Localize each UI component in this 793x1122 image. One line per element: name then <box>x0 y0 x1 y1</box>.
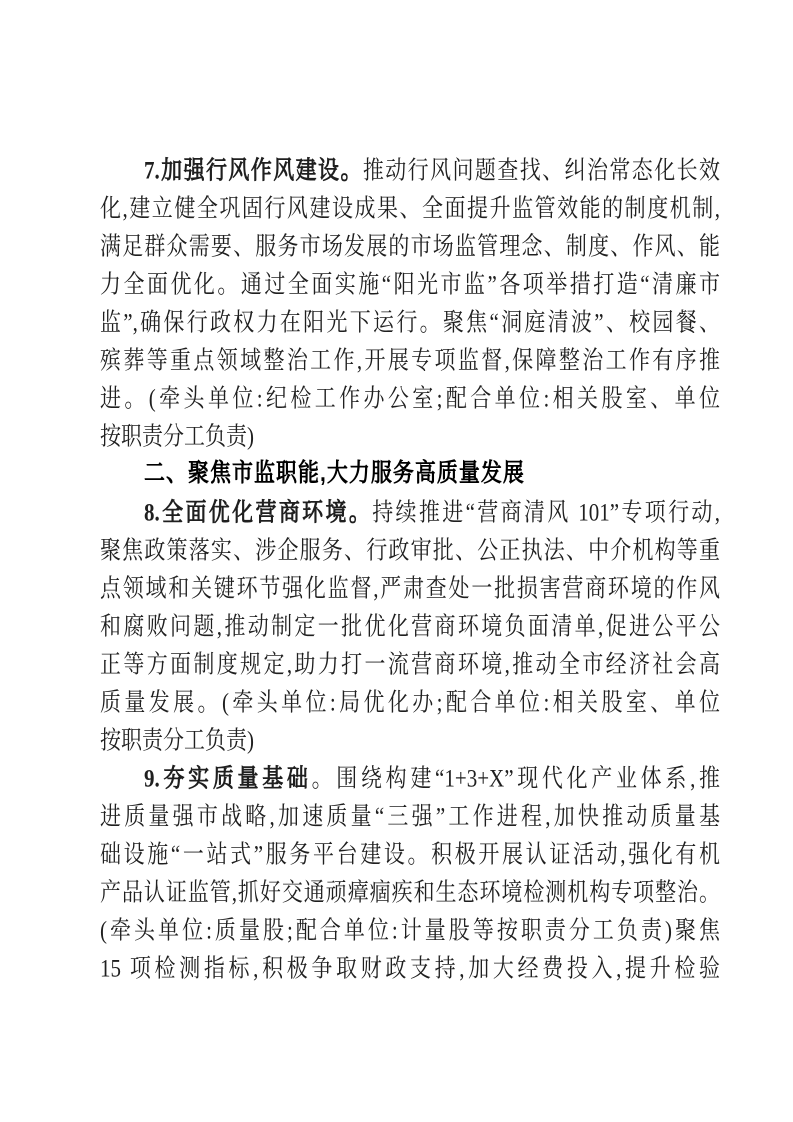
responsible-unit-note: (牵头单位:纪检工作办公室;配合单位:相关股室、单位 <box>148 383 720 413</box>
body-text: 持续推进“营商清风 101”专项行动, <box>372 497 721 527</box>
body-text: 推动行风问题查找、纠治常态化长效 <box>362 155 721 185</box>
body-text: 化,建立健全巩固行风建设成果、全面提升监管效能的制度机制, <box>100 193 720 223</box>
body-text: 聚焦政策落实、涉企服务、行政审批、公正执法、中介机构等重 <box>100 535 720 565</box>
document-line <box>100 945 720 991</box>
body-text: 产品认证监管,抓好交通顽瘴痼疾和生态环境检测机构专项整治。 <box>100 877 720 907</box>
document-text-block <box>100 151 720 987</box>
body-text: 满足群众需要、服务市场发展的市场监管理念、制度、作风、能 <box>100 231 720 261</box>
body-text: 殡葬等重点领域整治工作,开展专项监督,保障整治工作有序推 <box>100 345 720 375</box>
body-text: 点领域和关键环节强化监督,严肃查处一批损害营商环境的作风 <box>100 573 720 603</box>
body-text: 监”,确保行政权力在阳光下运行。聚焦“洞庭清波”、校园餐、 <box>100 307 720 337</box>
body-text: 质量发展。 <box>100 687 222 717</box>
paragraph-lead-title: 8.全面优化营商环境。 <box>144 497 373 527</box>
body-text: 聚焦 <box>671 915 720 945</box>
body-text: 进。 <box>100 383 149 413</box>
body-text: 力全面优化。通过全面实施“阳光市监”各项举措打造“清廉市 <box>100 269 720 299</box>
paragraph-lead-title: 7.加强行风作风建设。 <box>144 155 363 185</box>
body-text: 。围绕构建“1+3+X”现代化产业体系,推 <box>311 763 721 793</box>
body-text: 15 项检测指标,积极争取财政支持,加大经费投入,提升检验 <box>100 953 720 983</box>
heading-text: 二、聚焦市监职能,大力服务高质量发展 <box>144 459 525 488</box>
body-text: 进质量强市战略,加速质量“三强”工作进程,加快推动质量基 <box>100 801 720 831</box>
paragraph-lead-title: 9.夯实质量基础 <box>144 763 312 793</box>
body-text: 正等方面制度规定,助力打一流营商环境,推动全市经济社会高 <box>100 649 720 679</box>
responsible-unit-note: 按职责分工负责) <box>100 725 254 755</box>
responsible-unit-note: 按职责分工负责) <box>100 421 254 451</box>
responsible-unit-note: (牵头单位:局优化办;配合单位:相关股室、单位 <box>221 687 721 717</box>
body-text: 和腐败问题,推动制定一批优化营商环境负面清单,促进公平公 <box>100 611 720 641</box>
responsible-unit-note: (牵头单位:质量股;配合单位:计量股等按职责分工负责) <box>100 915 672 945</box>
body-text: 础设施“一站式”服务平台建设。积极开展认证活动,强化有机 <box>100 839 720 869</box>
